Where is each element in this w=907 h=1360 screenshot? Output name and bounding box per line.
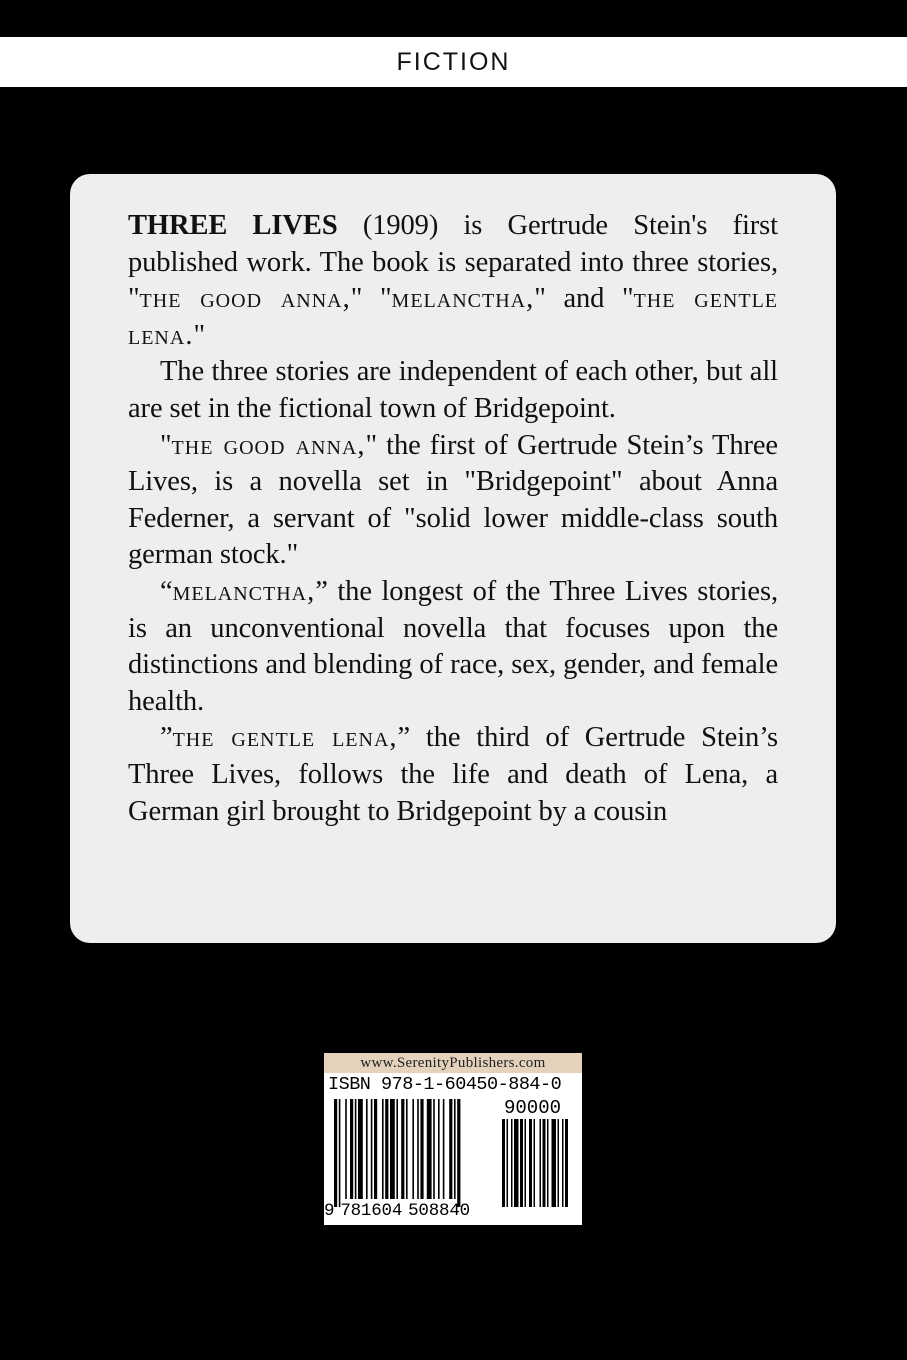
barcode-first-digit: 9 [324, 1201, 335, 1221]
price-code: 90000 [504, 1097, 562, 1119]
blurb-paragraph-intro: THREE LIVES (1909) is Gertrude Stein's first published work. The book is separated into three stories, "the good anna," "melanctha," and "the gentle lena." [128, 210, 779, 351]
story-title-good-anna: the good anna, [139, 283, 351, 315]
blurb-panel [70, 174, 836, 943]
story-title-good-anna: the good anna, [171, 429, 366, 461]
barcode-group-right: 508840 [408, 1201, 470, 1221]
publisher-url: www.SerenityPublishers.com [360, 1054, 546, 1071]
publisher-url-strip [324, 1053, 582, 1073]
genre-label: FICTION [396, 47, 511, 76]
isbn-number: ISBN 978-1-60450-884-0 [328, 1074, 562, 1095]
barcode-group-left: 781604 [340, 1201, 403, 1221]
story-title-melanctha: melanctha, [172, 575, 316, 607]
genre-banner [0, 37, 907, 87]
story-title-gentle-lena: the gentle lena. [128, 283, 779, 351]
blurb-paragraph-gentle-lena: ”the gentle lena,” the third of Gertrude Stein’s Three Lives, follows the life and death of Lena, a German girl brought to Bridgepoint by a cousin [128, 722, 779, 827]
blurb-paragraph-setting: The three stories are independent of each other, but all are set in the fictional town of Bridgepoint. [128, 356, 778, 424]
blurb-paragraph-melanctha: “melanctha,” the longest of the Three Lives stories, is an unconventional novella that focuses upon the distinctions and blending of race, sex, gender, and female health. [128, 575, 778, 717]
barcode-digits [324, 1201, 470, 1221]
book-title: THREE LIVES [128, 210, 338, 241]
barcode-block [324, 1053, 582, 1225]
story-title-gentle-lena: the gentle lena, [172, 722, 398, 754]
isbn-barcode [324, 1073, 582, 1225]
story-title-melanctha: melanctha, [391, 283, 535, 315]
blurb-paragraph-good-anna: "the good anna," the first of Gertrude Stein’s Three Lives, is a novella set in "Bridgepoint" about Anna Federner, a servant of "solid lower middle-class south german stock." [128, 429, 778, 571]
